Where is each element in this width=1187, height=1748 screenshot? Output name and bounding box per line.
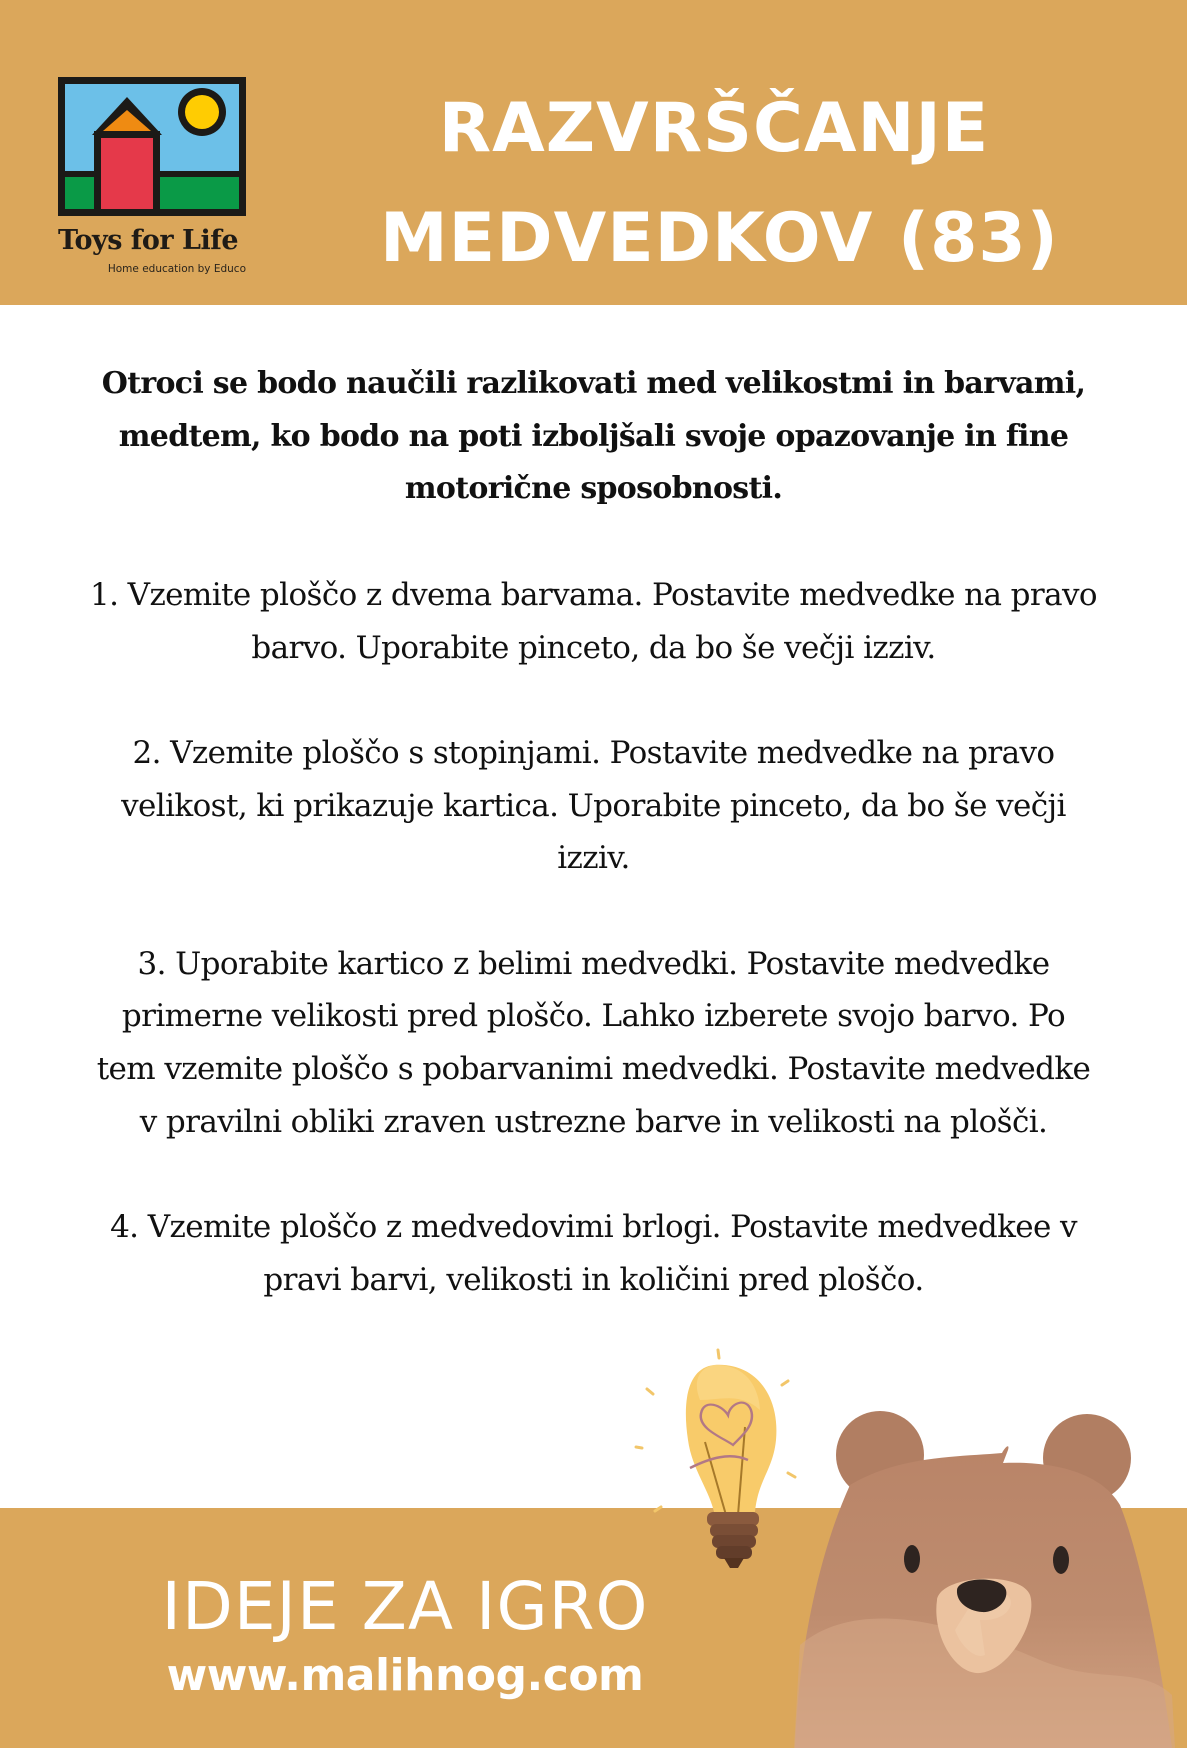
logo-name: Toys for Life (58, 225, 239, 256)
bear-left-eye (904, 1545, 920, 1573)
step-line: primerne velikosti pred ploščo. Lahko izberete svojo barvo. Po (121, 998, 1066, 1035)
step-line: v pravilni obliki zraven ustrezne barve in velikosti na plošči. (139, 1103, 1048, 1140)
intro-line: medtem, ko bodo na poti izboljšali svoje opazovanje in fine (118, 418, 1069, 454)
title-line: RAZVRŠČANJE (438, 89, 990, 168)
step-line: 3. Uporabite kartico z belimi medvedki. Postavite medvedke (137, 945, 1050, 982)
spacer (40, 1149, 1147, 1202)
step-line: pravi barvi, velikosti in količini pred ploščo. (263, 1261, 924, 1298)
title-line: MEDVEDKOV (83) (380, 199, 1059, 278)
logo-tagline: Home education by Educo (107, 263, 246, 275)
instructions (40, 358, 1147, 1307)
intro-line: motorične sposobnosti. (404, 471, 783, 507)
bear-illustration (780, 1395, 1187, 1748)
footer-title: IDEJE ZA IGRO (161, 1568, 649, 1645)
house-and-sun-logo-icon (58, 77, 246, 216)
step-line: 1. Vzemite ploščo z dvema barvama. Postavite medvedke na pravo (90, 576, 1097, 613)
spacer (40, 674, 1147, 727)
brand-logo (58, 77, 246, 277)
bear-right-eye (1053, 1546, 1069, 1574)
step-3 (40, 938, 1147, 1149)
step-line: tem vzemite ploščo s pobarvanimi medvedki. Postavite medvedke (96, 1051, 1091, 1088)
intro-line: Otroci se bodo naučili razlikovati med velikostmi in barvami, (101, 366, 1086, 401)
step-1 (40, 569, 1147, 674)
page-title (380, 74, 1059, 294)
step-line: velikost, ki prikazuje kartica. Uporabite pinceto, da bo še večji (121, 787, 1066, 824)
website-link[interactable]: www.malihnog.com (166, 1650, 644, 1701)
step-line: 2. Vzemite ploščo s stopinjami. Postavite medvedke na pravo (132, 734, 1055, 771)
spacer (40, 516, 1147, 569)
spacer (40, 885, 1147, 938)
step-4 (40, 1201, 1147, 1306)
step-line: barvo. Uporabite pinceto, da bo še večji izziv. (251, 629, 936, 666)
intro-paragraph (40, 358, 1147, 516)
step-2 (40, 727, 1147, 885)
step-line: izziv. (557, 840, 630, 877)
step-line: 4. Vzemite ploščo z medvedovimi brlogi. Postavite medvedkee v (110, 1209, 1077, 1246)
